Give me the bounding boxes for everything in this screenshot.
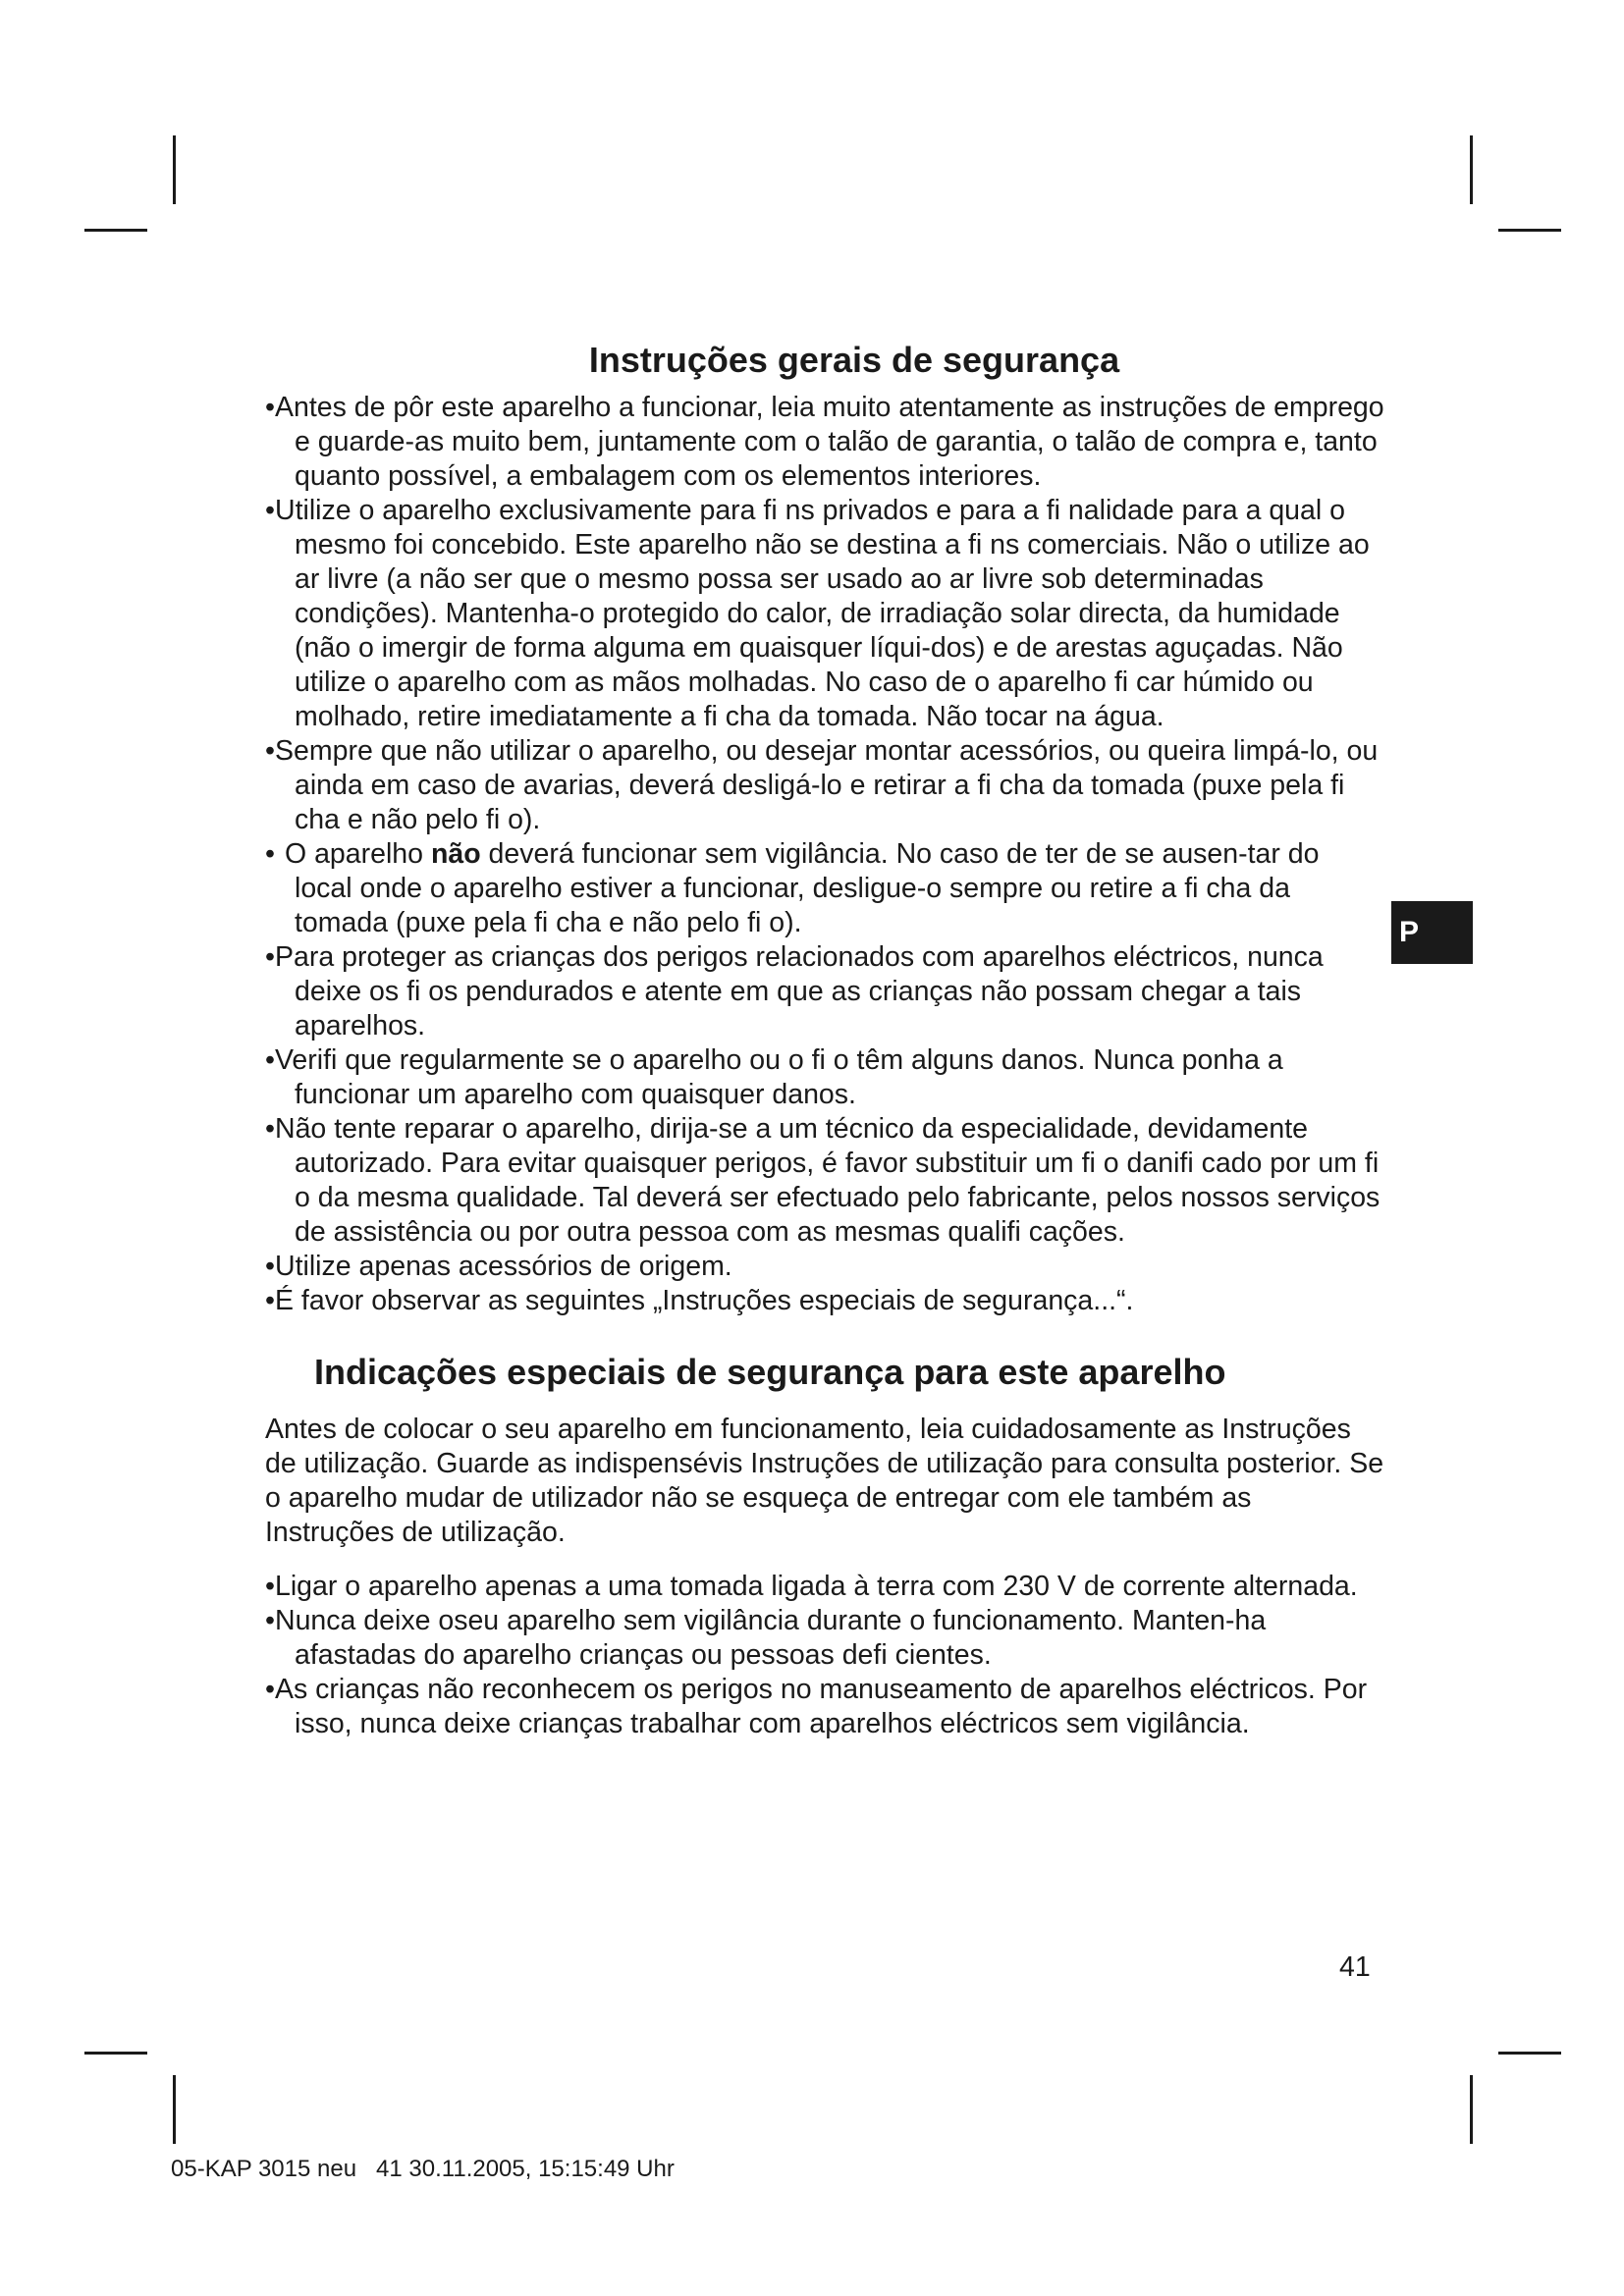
print-footer: 05-KAP 3015 neu 41 30.11.2005, 15:15:49 Uhr	[171, 2156, 675, 2182]
crop-mark	[1470, 135, 1473, 204]
crop-mark	[1470, 2075, 1473, 2144]
general-safety-list	[265, 391, 1384, 1318]
section-title-special-safety: Indicações especiais de segurança para este aparelho	[314, 1352, 1226, 1392]
list-item: • É favor observar as seguintes „Instruções especiais de segurança...“.	[265, 1284, 1384, 1318]
language-tab: P	[1391, 901, 1473, 964]
crop-mark	[173, 135, 176, 204]
crop-mark	[1498, 229, 1561, 232]
crop-mark	[84, 2052, 147, 2055]
list-item: • Nunca deixe oseu aparelho sem vigilância durante o funcionamento. Manten-ha afastadas do aparelho crianças ou pessoas defi cientes.	[265, 1604, 1384, 1673]
list-item: • Utilize o aparelho exclusivamente para fi ns privados e para a fi nalidade para a qual o mesmo foi concebido. Este aparelho não se destina a fi ns comerciais. Não o utilize ao ar livre (a não ser que o mesmo possa ser usado ao ar livre sob determinadas condições). Mantenha-o protegido do calor, de irradiação solar directa, da humidade (não o imergir de forma alguma em quaisquer líqui-dos) e de arestas aguçadas. Não utilize o aparelho com as mãos molhadas. No caso de o aparelho fi car húmido ou molhado, retire imediatamente a fi cha da tomada. Não tocar na água.	[265, 494, 1384, 734]
crop-mark	[84, 229, 147, 232]
page-content	[265, 334, 1384, 1741]
list-item: • Ligar o aparelho apenas a uma tomada ligada à terra com 230 V de corrente alternada.	[265, 1570, 1384, 1604]
crop-mark	[1498, 2052, 1561, 2055]
list-item: • Verifi que regularmente se o aparelho ou o fi o têm alguns danos. Nunca ponha a funcionar um aparelho com quaisquer danos.	[265, 1043, 1384, 1112]
list-item: • Antes de pôr este aparelho a funcionar, leia muito atentamente as instruções de emprego e guarde-as muito bem, juntamente com o talão de garantia, o talão de compra e, tanto quanto possível, a embalagem com os elementos interiores.	[265, 391, 1384, 494]
special-safety-list	[265, 1570, 1384, 1741]
crop-mark	[173, 2075, 176, 2144]
list-item-text: deverá funcionar sem vigilância. No caso de ter de se ausen-tar do local onde o aparelho estiver a funcionar, desligue-o sempre ou retire a fi cha da tomada (puxe pela fi cha e não pelo fi o).	[295, 838, 1320, 938]
list-item	[265, 837, 1384, 940]
list-item: • Para proteger as crianças dos perigos relacionados com aparelhos eléctricos, nunca deixe os fi os pendurados e atente em que as crianças não possam chegar a tais aparelhos.	[265, 940, 1384, 1043]
list-item: • As crianças não reconhecem os perigos no manuseamento de aparelhos eléctricos. Por isso, nunca deixe crianças trabalhar com aparelhos eléctricos sem vigilância.	[265, 1673, 1384, 1741]
intro-paragraph: Antes de colocar o seu aparelho em funcionamento, leia cuidadosamente as Instruções de utilização. Guarde as indispensévis Instruções de utilização para consulta posterior. Se o aparelho mudar de utilizador não se esqueça de entregar com ele também as Instruções de utilização.	[265, 1414, 1384, 1548]
emphasis-text: não	[430, 838, 481, 870]
list-item: • Sempre que não utilizar o aparelho, ou desejar montar acessórios, ou queira limpá-lo, ou ainda em caso de avarias, deverá desligá-lo e retirar a fi cha da tomada (puxe pela fi cha e não pelo fi o).	[265, 734, 1384, 837]
list-item-text: O aparelho	[285, 838, 431, 870]
section-title-general-safety: Instruções gerais de segurança	[588, 340, 1120, 380]
list-item: • Utilize apenas acessórios de origem.	[265, 1250, 1384, 1284]
list-item: • Não tente reparar o aparelho, dirija-se a um técnico da especialidade, devidamente autorizado. Para evitar quaisquer perigos, é favor substituir um fi o danifi cado por um fi o da mesma qualidade. Tal deverá ser efectuado pelo fabricante, pelos nossos serviços de assistência ou por outra pessoa com as mesmas qualifi cações.	[265, 1112, 1384, 1250]
page-number: 41	[1339, 1951, 1371, 1983]
